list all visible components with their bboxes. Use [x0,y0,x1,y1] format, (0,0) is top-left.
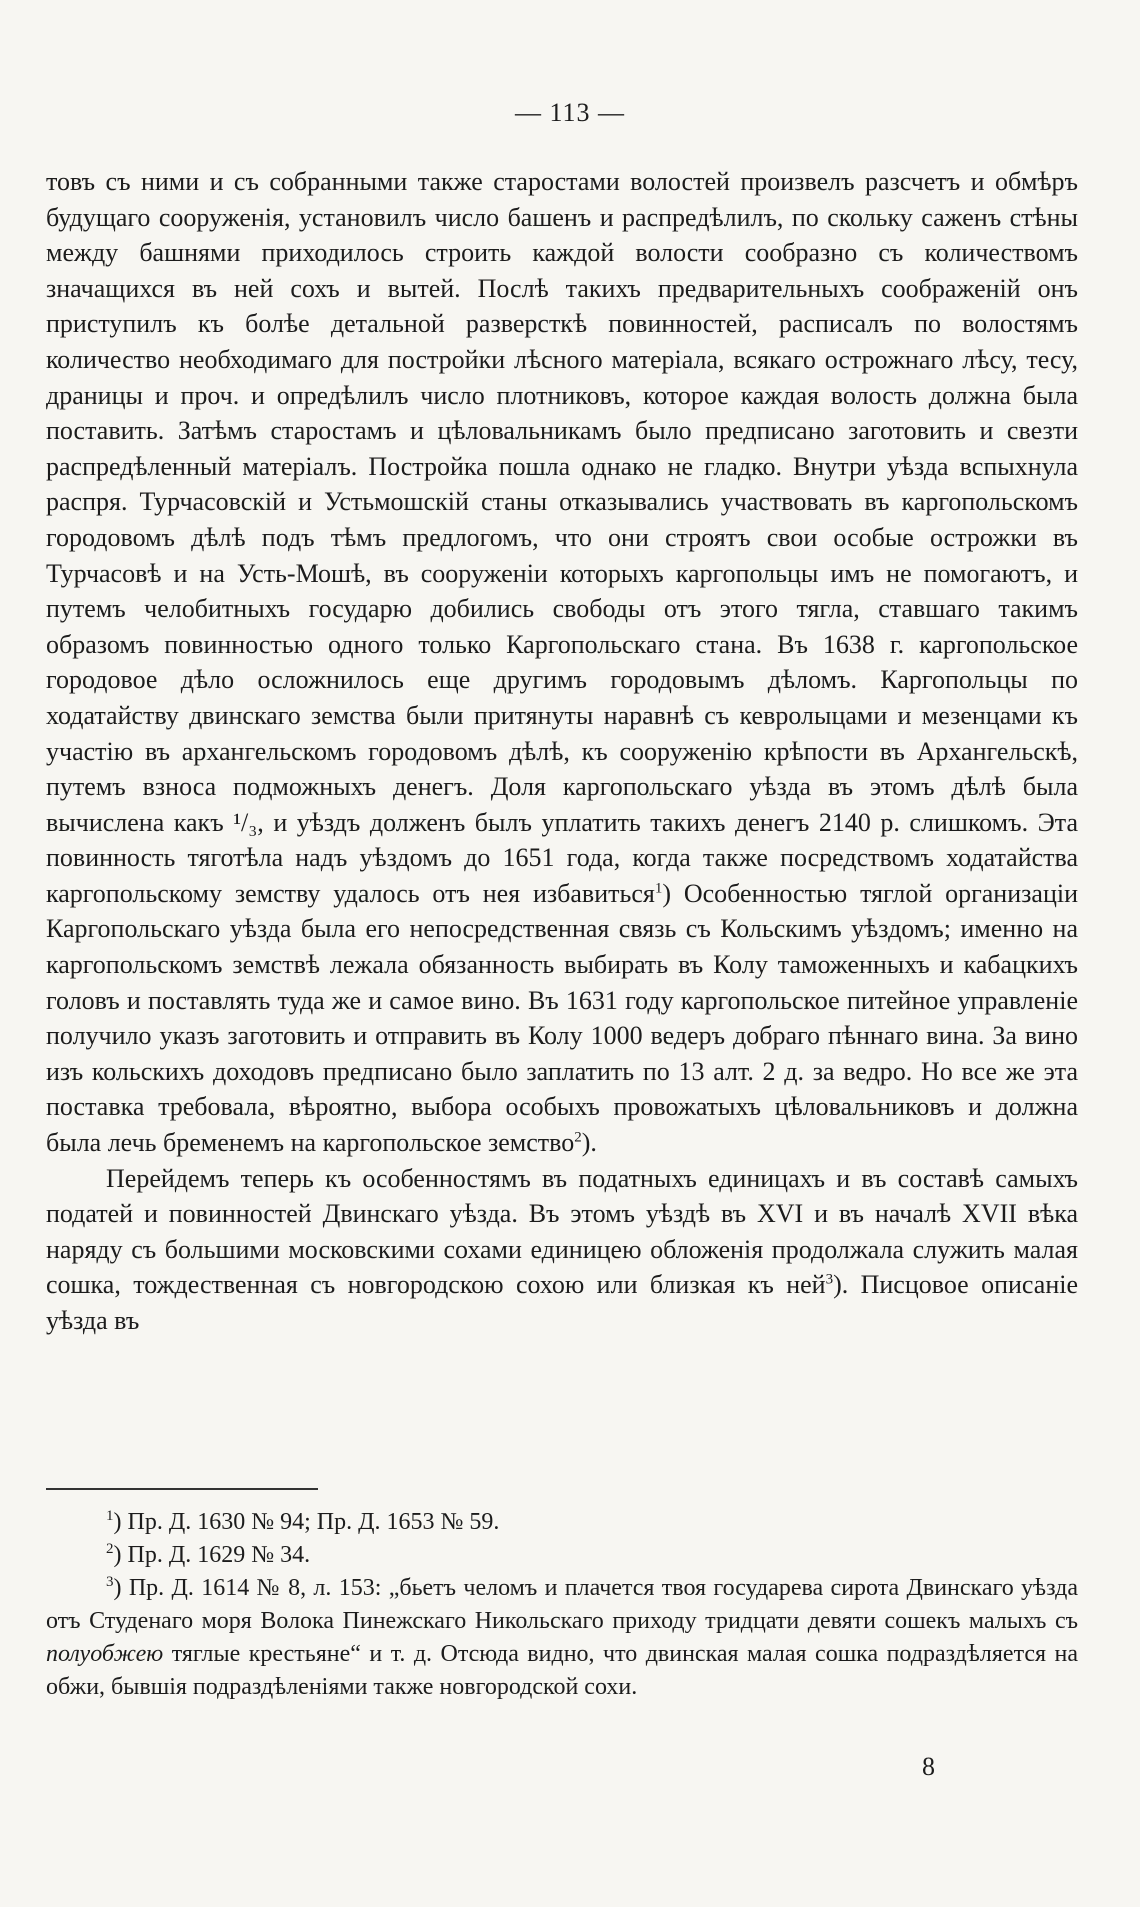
footnotes [46,1506,1078,1704]
main-text [46,164,1078,1339]
footnote-ref-1: 1 [654,880,663,897]
footnote-2 [46,1539,1078,1572]
paragraph-1-part-4: ). [581,1128,597,1158]
footnote-3-text-before: ) Пр. Д. 1614 № 8, л. 153: „бьетъ челомъ и плачется твоя государева сирота Двинскаго уѣзда отъ Студенаго моря Волока Пинежскаго Никольскаго приходу тридцати девяти сошекъ малыхъ съ [46,1575,1078,1634]
footnote-ref-3: 3 [825,1271,834,1288]
footnote-2-text: ) Пр. Д. 1629 № 34. [113,1542,311,1568]
footnote-1-number: 1 [106,1508,114,1524]
paragraph-2-part-2: ). Писцовое описаніе уѣзда въ [46,1270,1078,1335]
paragraph-1-part-3: ) Особенностью тяглой организаціи Каргопольскаго уѣзда была его непосредственная связь съ Кольскимъ уѣздомъ; именно на каргопольскомъ земствѣ лежала обязанность выбирать въ Колу таможенныхъ и кабацкихъ головъ и поставлять туда же и самое вино. Въ 1631 году каргопольское питейное управленіе получило указъ заготовить и отправить въ Колу 1000 ведеръ добраго пѣннаго вина. За вино изъ кольскихъ доходовъ предписано было заплатить по 13 алт. 2 д. за ведро. Но все же эта поставка требовала, вѣроятно, выбора особыхъ провожатыхъ цѣловальниковъ и должна была лечь бременемъ на каргопольское земство [46,878,1078,1158]
paragraph-1-part-2: , и уѣздъ долженъ былъ уплатить такихъ денегъ 2140 р. слишкомъ. Эта повинность тяготѣла надъ уѣздомъ до 1651 года, когда также посредствомъ ходатайства каргопольскому земству удалось отъ нея избавиться [46,807,1079,908]
fraction-one-third: ¹/₃ [233,807,258,837]
footnote-3-number: 3 [106,1574,114,1590]
paragraph-2 [46,1161,1078,1339]
signature-mark: 8 [922,1752,935,1781]
paragraph-1 [46,164,1078,1161]
page-number: — 113 — [514,98,626,127]
footnote-divider [46,1488,318,1490]
footnote-3-italic: полуобжею [46,1641,164,1667]
paragraph-2-part-1: Перейдемъ теперь къ особенностямъ въ податныхъ единицахъ и въ составѣ самыхъ податей и повинностей Двинскаго уѣзда. Въ этомъ уѣздѣ въ XVI и въ началѣ XVII вѣка наряду съ большими московскими сохами единицею обложенія продолжала служить малая сошка, тождественная съ новгородскою сохою или близкая къ ней [46,1163,1078,1300]
footnote-ref-2: 2 [574,1129,582,1146]
footnote-3 [46,1572,1078,1704]
paragraph-1-part-1: товъ съ ними и съ собранными также старостами волостей произвелъ разсчетъ и обмѣръ будущаго сооруженія, установилъ число башенъ и распредѣлилъ, по скольку саженъ стѣны между башнями приходилось строить каждой волости сообразно съ количествомъ значащихся въ ней сохъ и вытей. Послѣ такихъ предварительныхъ соображеній онъ приступилъ къ болѣе детальной разверсткѣ повинностей, расписалъ по волостямъ количество необходимаго для постройки лѣсного матеріала, всякаго острожнаго лѣсу, тесу, драницы и проч. и опредѣлилъ число плотниковъ, которое каждая волость должна была поставить. Затѣмъ старостамъ и цѣловальникамъ было предписано заготовить и свезти распредѣленный матеріалъ. Постройка пошла однако не гладко. Внутри уѣзда вспыхнула распря. Турчасовскій и Устьмошскій станы отказывались участвовать въ каргопольскомъ городовомъ дѣлѣ подъ тѣмъ предлогомъ, что они строятъ свои особые острожки въ Турчасовѣ и на Усть-Мошѣ, въ сооруженіи которыхъ каргопольцы имъ не помогаютъ, и путемъ челобитныхъ государю добились свободы отъ этого тягла, ставшаго такимъ образомъ повинностью одного только Каргопольскаго стана. Въ 1638 г. каргопольское городовое дѣло осложнилось еще другимъ городовымъ дѣломъ. Каргопольцы по ходатайству двинскаго земства были притянуты наравнѣ съ кевролыцами и мезенцами къ участію въ архангельскомъ городовомъ дѣлѣ, къ сооруженію крѣпости въ Архангельскѣ, путемъ взноса подможныхъ денегъ. Доля каргопольскаго уѣзда въ этомъ дѣлѣ была вычислена какъ [46,167,1078,837]
footnote-1-text: ) Пр. Д. 1630 № 94; Пр. Д. 1653 № 59. [113,1509,500,1535]
footnote-2-number: 2 [106,1541,114,1557]
footnote-3-text-after: тяглые крестьяне“ и т. д. Отсюда видно, что двинская малая сошка подраздѣляется на обжи, бывшія подраздѣленіями также новгородской сохи. [46,1641,1078,1700]
footnote-1 [46,1506,1078,1539]
